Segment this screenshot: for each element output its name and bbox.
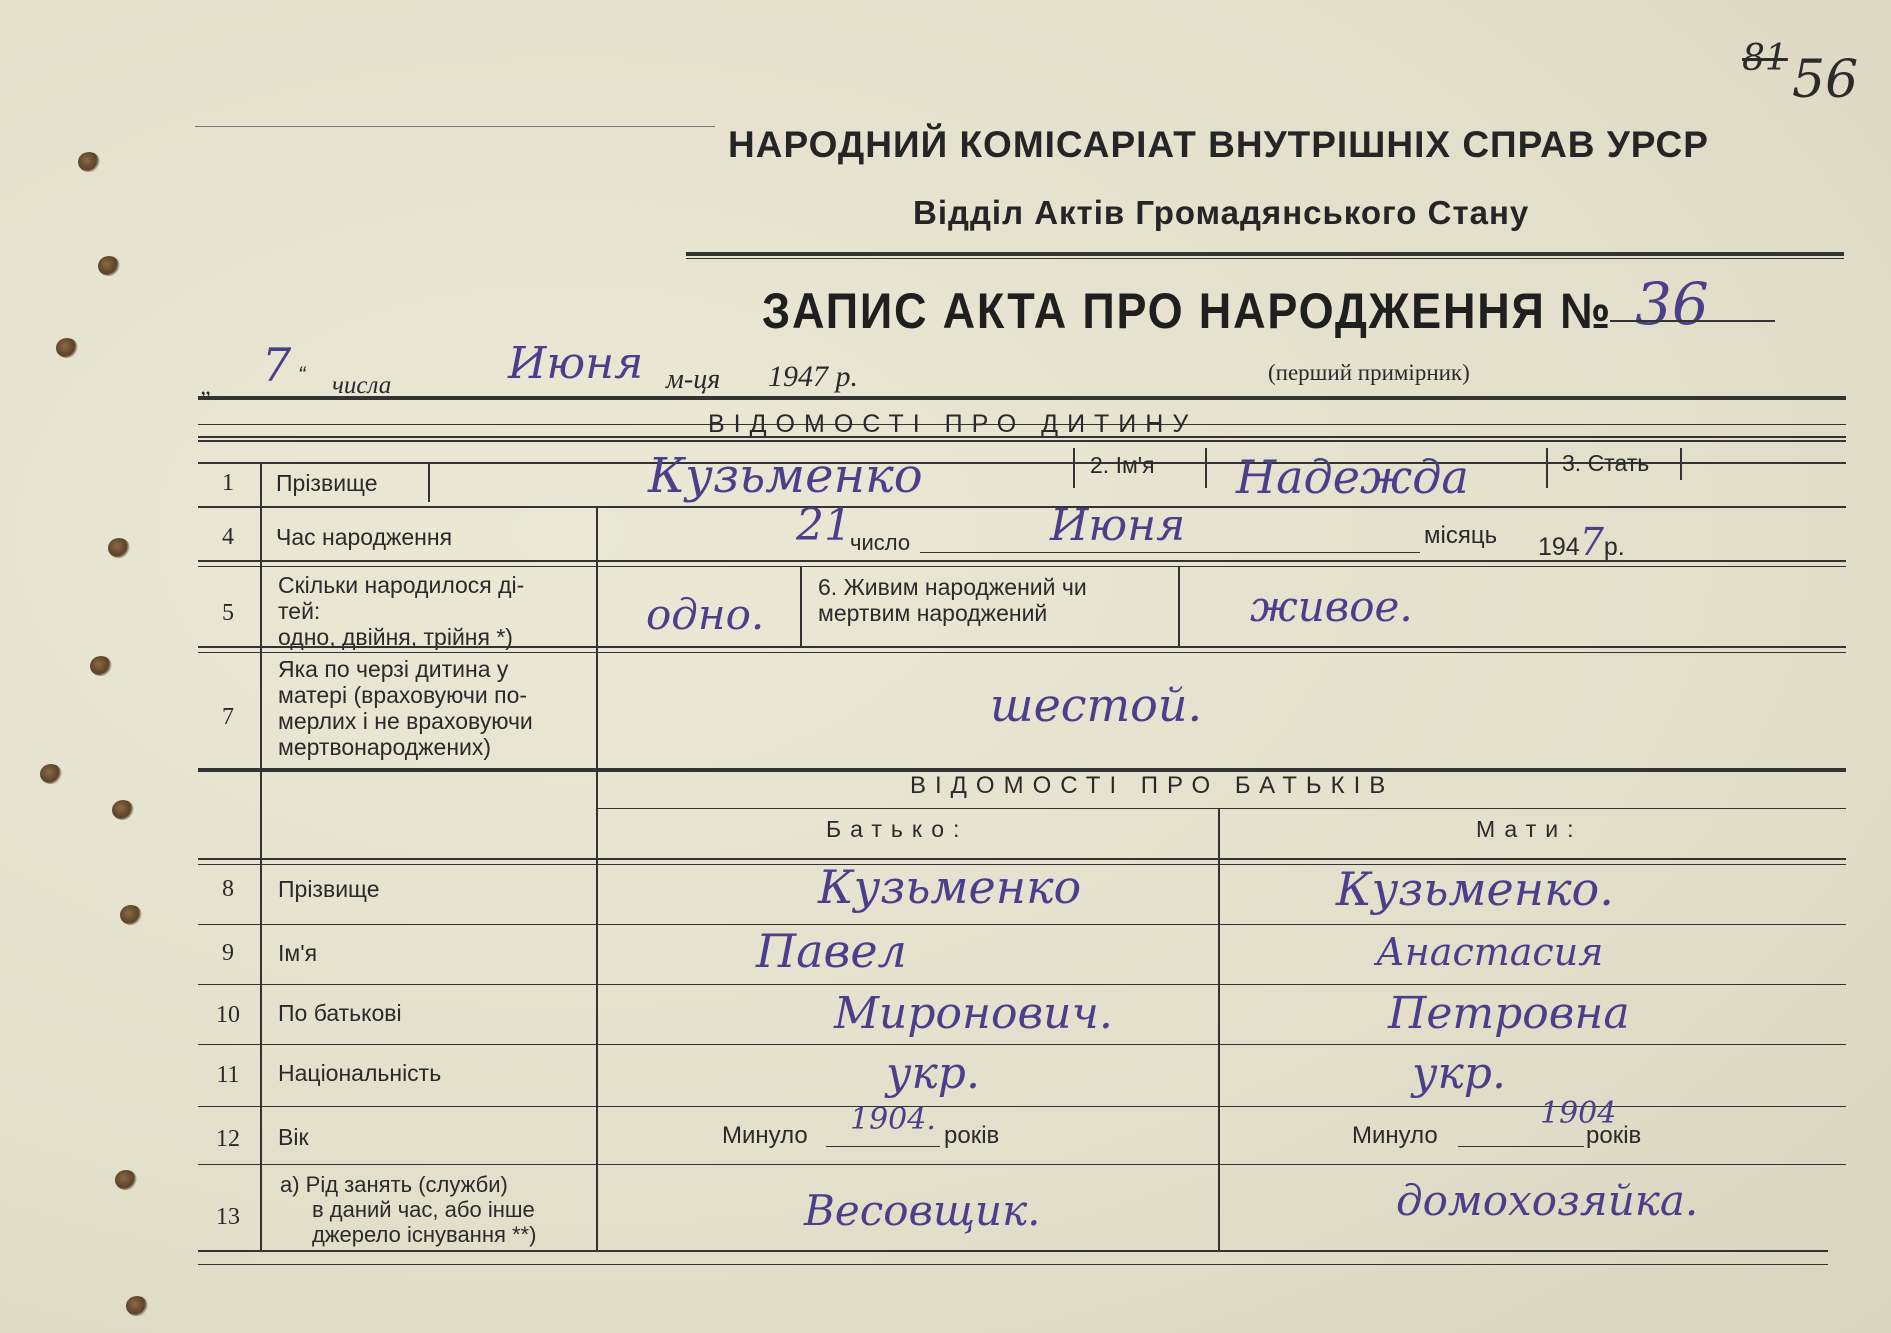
- father-nationality: укр.: [886, 1048, 980, 1099]
- date-month-label: м-ця: [666, 364, 721, 395]
- parent-surname-label: Прізвище: [278, 876, 380, 902]
- date-month: Июня: [508, 338, 644, 389]
- father-age-years-label: років: [944, 1122, 1000, 1149]
- nationality-label: Національність: [278, 1060, 442, 1086]
- birth-month: Июня: [1050, 500, 1186, 551]
- rule: [198, 1264, 1828, 1265]
- rule: [198, 560, 1846, 562]
- rule: [598, 808, 1846, 809]
- father-age-past-label: Минуло: [722, 1122, 808, 1149]
- row-number: 1: [222, 470, 234, 496]
- rule: [198, 646, 1846, 648]
- record-number-underline: [1610, 320, 1775, 322]
- rule: [198, 1250, 1828, 1252]
- punch-hole: [56, 338, 78, 358]
- date-year: 1947 р.: [768, 360, 858, 393]
- header-underline-thin: [686, 258, 1844, 259]
- column-divider: [1205, 448, 1207, 488]
- parents-section-heading: ВІДОМОСТІ ПРО БАТЬКІВ: [910, 772, 1395, 799]
- birth-day-label: число: [850, 530, 911, 555]
- mother-patronymic: Петровна: [1388, 988, 1630, 1039]
- punch-hole: [115, 1170, 137, 1190]
- date-open-quote: „: [200, 374, 214, 400]
- punch-hole: [112, 800, 134, 820]
- surname-label: Прізвище: [276, 470, 378, 496]
- punch-hole: [98, 256, 120, 276]
- row-number: 11: [216, 1062, 240, 1088]
- copy-note: (перший примірник): [1268, 360, 1470, 385]
- father-surname: Кузьменко: [818, 860, 1082, 914]
- rule: [198, 1164, 1846, 1165]
- row-number: 13: [216, 1204, 240, 1230]
- punch-hole: [126, 1296, 148, 1316]
- rule: [198, 984, 1846, 985]
- father-patronymic: Миронович.: [834, 988, 1113, 1039]
- birth-order-label: Яка по черзі дитина у матері (враховуючи по- мерлих і не враховуючи мертвонароджених): [278, 656, 533, 760]
- rule: [198, 440, 1846, 442]
- column-divider: [1218, 808, 1220, 1250]
- rule: [826, 1146, 940, 1147]
- rule: [198, 436, 1846, 438]
- mother-age: 1904: [1540, 1096, 1617, 1131]
- father-occupation: Весовщик.: [804, 1186, 1041, 1235]
- child-name: Надежда: [1236, 450, 1469, 504]
- rule: [1458, 1146, 1584, 1147]
- column-divider: [260, 462, 262, 1252]
- column-divider: [1073, 448, 1075, 488]
- ministry-title: НАРОДНИЙ КОМІСАРІАТ ВНУТРІШНІХ СПРАВ УРСР: [728, 124, 1709, 165]
- header-underline: [686, 252, 1844, 256]
- mother-occupation: домохозяйка.: [1396, 1176, 1699, 1225]
- date-close-quote: “: [298, 362, 306, 387]
- punch-hole: [108, 538, 130, 558]
- date-day-label: числа: [332, 372, 392, 399]
- column-divider: [596, 506, 598, 770]
- rule: [198, 1044, 1846, 1045]
- row-number: 8: [222, 876, 234, 902]
- rule: [198, 924, 1846, 925]
- row-number: 7: [222, 704, 234, 730]
- rule: [198, 396, 1846, 400]
- column-divider: [428, 462, 430, 502]
- birth-day: 21: [796, 500, 852, 551]
- birth-month-label: місяць: [1424, 522, 1498, 549]
- row-number: 12: [216, 1126, 240, 1152]
- birth-order-value: шестой.: [990, 678, 1203, 732]
- rule: [198, 506, 1846, 508]
- archive-number-crossed: 81: [1742, 38, 1788, 79]
- punch-hole: [90, 656, 112, 676]
- mother-label: Мати:: [1476, 816, 1583, 842]
- patronymic-label: По батькові: [278, 1000, 402, 1026]
- punch-hole: [78, 152, 100, 172]
- name-label: 2. Ім'я: [1090, 452, 1155, 478]
- department-title: Відділ Актів Громадянського Стану: [913, 194, 1530, 231]
- header-rule: [195, 126, 715, 127]
- children-count-label: Скільки народилося ді- тей: одно, двійня, трійня *): [278, 572, 525, 650]
- children-count-value: одно.: [646, 590, 765, 639]
- birth-time-label: Час народження: [276, 524, 453, 550]
- column-divider: [1546, 448, 1548, 488]
- mother-age-years-label: років: [1586, 1122, 1642, 1149]
- row-number: 9: [222, 940, 234, 966]
- father-label: Батько:: [826, 816, 969, 842]
- punch-hole: [120, 905, 142, 925]
- mother-name: Анастасия: [1376, 930, 1604, 974]
- archive-number: 56: [1792, 50, 1859, 110]
- column-divider: [800, 566, 802, 646]
- alive-value: живое.: [1250, 582, 1413, 631]
- rule: [198, 566, 1846, 567]
- row-number: 5: [222, 600, 234, 626]
- mother-surname: Кузьменко.: [1336, 862, 1614, 916]
- column-divider: [596, 772, 598, 1250]
- date-day: 7: [262, 338, 292, 392]
- column-divider: [1178, 566, 1180, 646]
- document-title: ЗАПИС АКТА ПРО НАРОДЖЕННЯ №: [762, 283, 1612, 339]
- mother-age-past-label: Минуло: [1352, 1122, 1438, 1149]
- occupation-label: а) Рід занять (служби) в даний час, або інше джерело існування **): [280, 1172, 537, 1247]
- child-section-heading: ВІДОМОСТІ ПРО ДИТИНУ: [708, 410, 1198, 438]
- record-number: 36: [1635, 270, 1709, 338]
- age-label: Вік: [278, 1124, 309, 1150]
- punch-hole: [40, 764, 62, 784]
- rule: [198, 652, 1846, 653]
- birth-year: 1947р.: [1538, 520, 1625, 564]
- row-number: 10: [216, 1002, 240, 1028]
- parent-name-label: Ім'я: [278, 940, 318, 966]
- father-age: 1904.: [850, 1102, 936, 1137]
- father-name: Павел: [756, 924, 907, 978]
- alive-label: 6. Живим народжений чи мертвим народжений: [818, 574, 1087, 626]
- mother-nationality: укр.: [1412, 1048, 1506, 1099]
- row-number: 4: [222, 524, 234, 550]
- sex-label: 3. Стать: [1562, 450, 1650, 476]
- rule: [920, 552, 1420, 553]
- column-divider: [1680, 448, 1682, 480]
- child-surname: Кузьменко: [648, 448, 923, 504]
